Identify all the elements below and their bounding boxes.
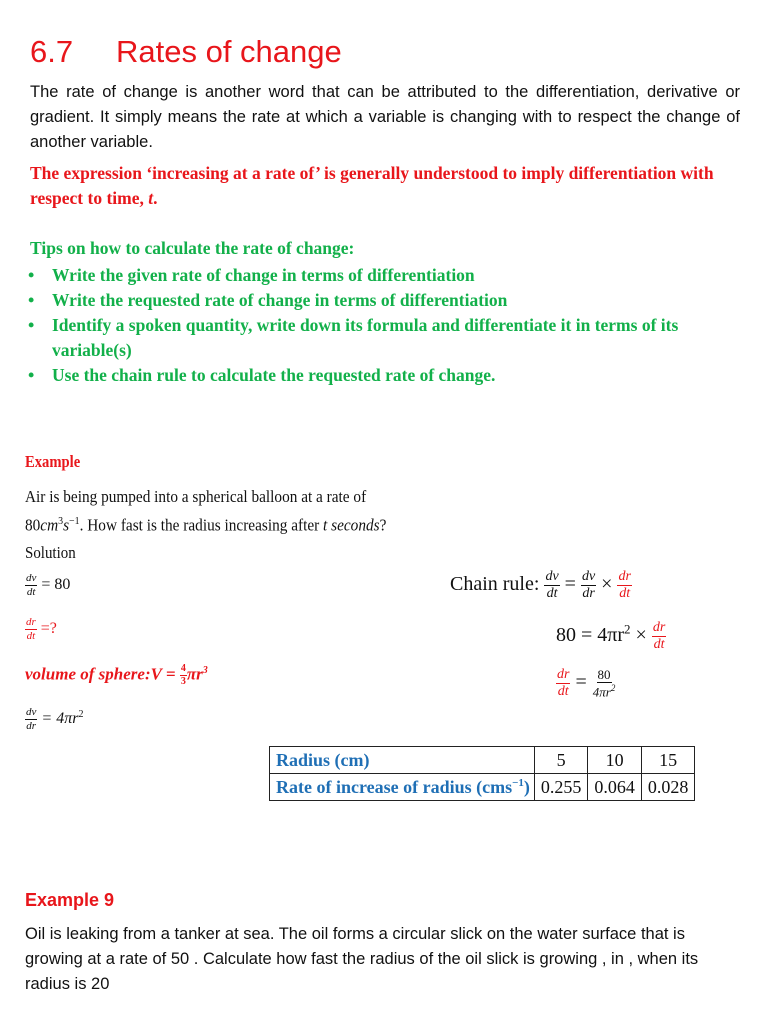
bullet-icon: •	[28, 315, 35, 335]
rate-value: 80	[25, 515, 41, 535]
volume-formula: volume of sphere:V = $\frac{4}{3}$ $\pi r^3$	[25, 663, 208, 687]
chain-equation-2: $80 = 4\pi r^2$ × $\frac{dr}{dt}$	[556, 620, 666, 652]
tip-item	[26, 288, 741, 313]
volume-label: volume of sphere	[25, 664, 145, 684]
table-header-rate: Rate of increase of radius (cms$^{-1}$)	[270, 774, 535, 801]
drdt-value: =?	[40, 620, 57, 638]
table-cell: 0.028	[641, 774, 695, 801]
question-line-2: $80cm^3s^{-1}$. How fast is the radius increasing after t seconds?	[25, 515, 387, 535]
equation-drdt: $\frac{dr}{dt}$ =?	[26, 616, 57, 642]
table-cell: 0.255	[534, 774, 588, 801]
example9-text: Oil is leaking from a tanker at sea. The oil forms a circular slick on the water surface that is growing at a rate of 50 . Calculate how fast the radius of the oil slick is growing , in , when its radius is 20	[25, 925, 699, 993]
section-title-text: Rates of change	[116, 34, 342, 69]
table-header-radius: Radius (cm)	[270, 747, 535, 774]
question-var: t seconds	[323, 515, 380, 535]
table-cell: 10	[588, 747, 642, 774]
rate-unit: cm	[40, 515, 59, 535]
tip-text: Use the chain rule to calculate the requested rate of change.	[52, 365, 496, 385]
rate-table	[269, 746, 695, 801]
tip-text: Write the given rate of change in terms of differentiation	[52, 265, 475, 285]
expression-note-var: t	[148, 188, 154, 208]
example9-heading: Example 9	[25, 890, 115, 910]
example-heading: Example	[25, 452, 81, 471]
tips-list	[26, 263, 741, 388]
section-number: 6.7	[30, 34, 74, 69]
tip-item	[26, 363, 741, 388]
table-cell: 0.064	[588, 774, 642, 801]
bullet-icon: •	[28, 265, 35, 285]
chain-rule-label: Chain rule:	[450, 573, 540, 596]
table-cell: 15	[641, 747, 695, 774]
question-line-1: Air is being pumped into a spherical balloon at a rate of	[25, 487, 367, 506]
tip-text: Identify a spoken quantity, write down its formula and differentiate it in terms of its variable(s)	[52, 315, 679, 360]
solution-label: Solution	[25, 543, 76, 562]
dvdt-value: = 80	[41, 576, 71, 594]
table-cell: 5	[534, 747, 588, 774]
bullet-icon: •	[28, 290, 35, 310]
dvdr-value: = 4πr	[41, 710, 79, 728]
equation-dvdr: $\frac{dv}{dr}$ = $4\pi r^2$	[26, 706, 84, 732]
table-row	[270, 747, 695, 774]
section-title	[30, 34, 342, 70]
chain-rule: Chain rule: $\frac{dv}{dt}$ = $\frac{dv}{dr}$ × $\frac{dr}{dt}$	[450, 569, 631, 601]
intro-paragraph: The rate of change is another word that can be attributed to the differentiation, derivative or gradient. It simply means the rate at which a variable is changing with to respect the change of another variable.	[30, 83, 740, 151]
example-question	[25, 485, 386, 538]
tip-item	[26, 313, 741, 363]
chain-equation-3: $\frac{dr}{dt}$ = $\frac{80}{4\pi r^2}$	[557, 667, 616, 700]
equation-dvdt: $\frac{dv}{dt}$ = 80	[26, 572, 71, 598]
tip-item	[26, 263, 741, 288]
expression-note-text: The expression ‘increasing at a rate of’ is generally understood to imply differentiation with respect to time,	[30, 163, 714, 208]
bullet-icon: •	[28, 365, 35, 385]
table-row	[270, 774, 695, 801]
question-text: . How fast is the radius increasing after	[79, 515, 320, 535]
tips-heading: Tips on how to calculate the rate of change:	[30, 238, 355, 258]
expression-note-end: .	[153, 188, 158, 208]
expression-note	[30, 161, 742, 211]
tip-text: Write the requested rate of change in terms of differentiation	[52, 290, 508, 310]
